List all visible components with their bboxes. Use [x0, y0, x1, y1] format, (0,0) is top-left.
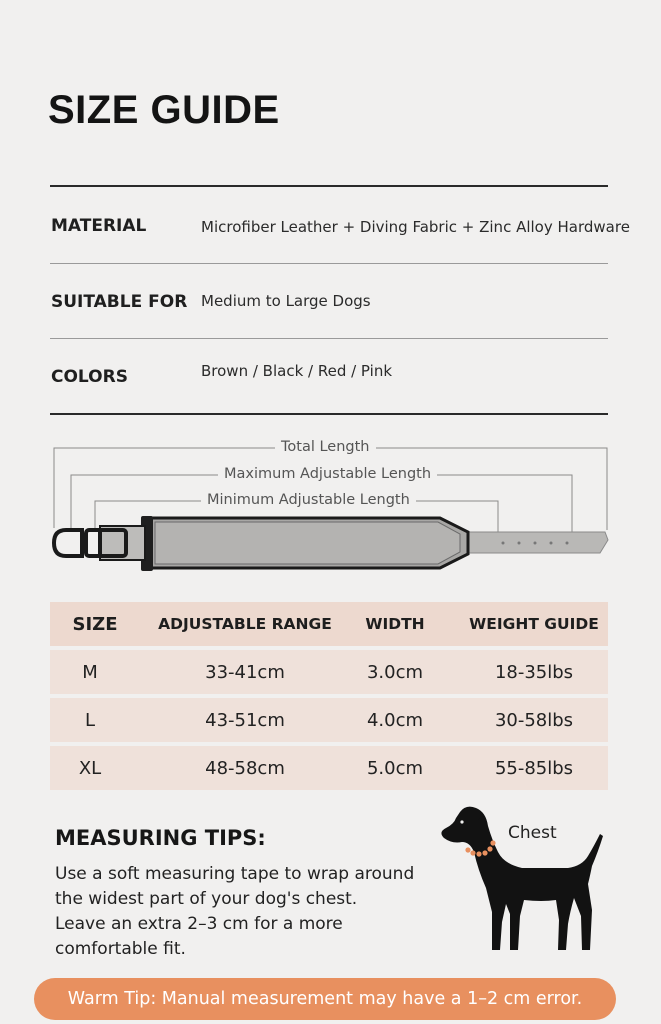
header-cell: WEIGHT GUIDE — [469, 615, 599, 633]
table-row — [50, 746, 608, 790]
divider — [50, 263, 608, 264]
header-cell: ADJUSTABLE RANGE — [158, 615, 332, 633]
tips-line: comfortable fit. — [55, 939, 186, 959]
table-cell: L — [84, 709, 96, 731]
table-cell: 3.0cm — [366, 661, 424, 683]
collar-diagram — [0, 430, 661, 580]
table-cell: 30-58lbs — [494, 709, 574, 731]
total-length-label: Total Length — [275, 439, 376, 455]
spec-value-suitable: Medium to Large Dogs — [201, 292, 371, 310]
tips-line: the widest part of your dog's chest. — [55, 889, 358, 909]
spec-label-colors: COLORS — [51, 367, 128, 387]
tips-title: MEASURING TIPS: — [55, 826, 266, 850]
min-length-label: Minimum Adjustable Length — [201, 492, 416, 508]
table-cell: 33-41cm — [205, 661, 285, 683]
table-cell: 43-51cm — [205, 709, 285, 731]
table-header — [50, 602, 608, 646]
table-cell: 48-58cm — [205, 757, 285, 779]
header-cell: WIDTH — [365, 615, 425, 633]
spec-label-material: MATERIAL — [51, 216, 147, 236]
table-row — [50, 650, 608, 694]
divider — [50, 413, 608, 415]
table-cell: M — [82, 661, 98, 683]
table-cell: 5.0cm — [366, 757, 424, 779]
tips-line: Leave an extra 2–3 cm for a more — [55, 914, 343, 934]
warm-tip-banner: Warm Tip: Manual measurement may have a 1–2 cm error. — [34, 978, 616, 1020]
spec-value-colors: Brown / Black / Red / Pink — [201, 362, 393, 380]
spec-value-material: Microfiber Leather + Diving Fabric + Zinc Alloy Hardware — [201, 218, 630, 236]
page-title: SIZE GUIDE — [48, 88, 280, 132]
spec-label-suitable: SUITABLE FOR — [51, 292, 188, 312]
max-length-label: Maximum Adjustable Length — [218, 466, 437, 482]
chest-label: Chest — [508, 823, 557, 843]
header-cell: SIZE — [72, 613, 118, 635]
table-row — [50, 698, 608, 742]
table-cell: 55-85lbs — [494, 757, 574, 779]
tips-line: Use a soft measuring tape to wrap around — [55, 864, 415, 884]
table-cell: 18-35lbs — [494, 661, 574, 683]
divider — [50, 338, 608, 339]
table-cell: XL — [78, 757, 102, 779]
divider — [50, 185, 608, 187]
table-cell: 4.0cm — [366, 709, 424, 731]
